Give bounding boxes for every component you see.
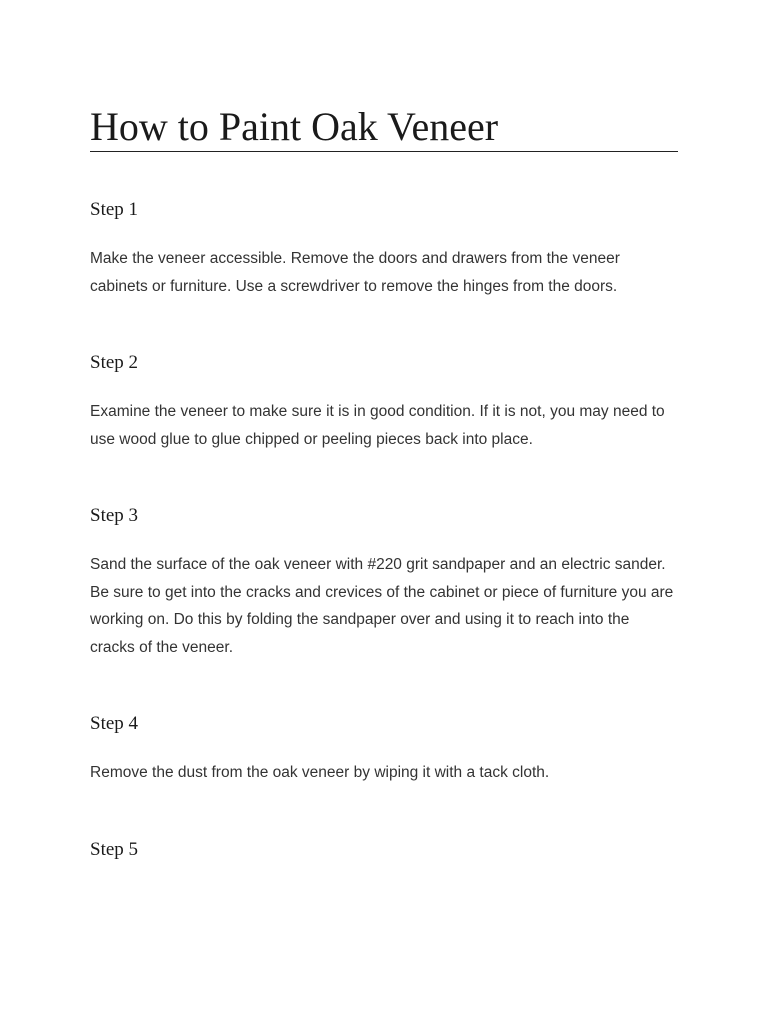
step-text: Sand the surface of the oak veneer with #220 grit sandpaper and an electric sander. Be sure to get into the cracks and crevices of the cabinet or piece of furniture you are working on. Do this by folding the sandpaper over and using it to reach into the cracks of the veneer. <box>90 556 674 656</box>
step-text: Make the veneer accessible. Remove the doors and drawers from the veneer cabinets or furniture. Use a screwdriver to remove the hinges from the doors. <box>90 250 620 295</box>
step-3-section <box>90 504 678 656</box>
step-text: Remove the dust from the oak veneer by wiping it with a tack cloth. <box>90 764 550 781</box>
step-4-section <box>90 712 678 781</box>
step-1-section <box>90 198 678 295</box>
step-heading: Step 4 <box>90 713 139 734</box>
step-5-section <box>90 838 678 862</box>
step-2-section <box>90 351 678 448</box>
step-heading: Step 3 <box>90 505 139 526</box>
step-heading: Step 2 <box>90 352 139 373</box>
step-heading: Step 1 <box>90 199 139 220</box>
page-title: How to Paint Oak Veneer <box>90 104 678 152</box>
document-page <box>90 104 678 860</box>
step-text: Examine the veneer to make sure it is in good condition. If it is not, you may need to use wood glue to glue chipped or peeling pieces back into place. <box>90 403 665 448</box>
step-heading: Step 5 <box>90 839 139 860</box>
